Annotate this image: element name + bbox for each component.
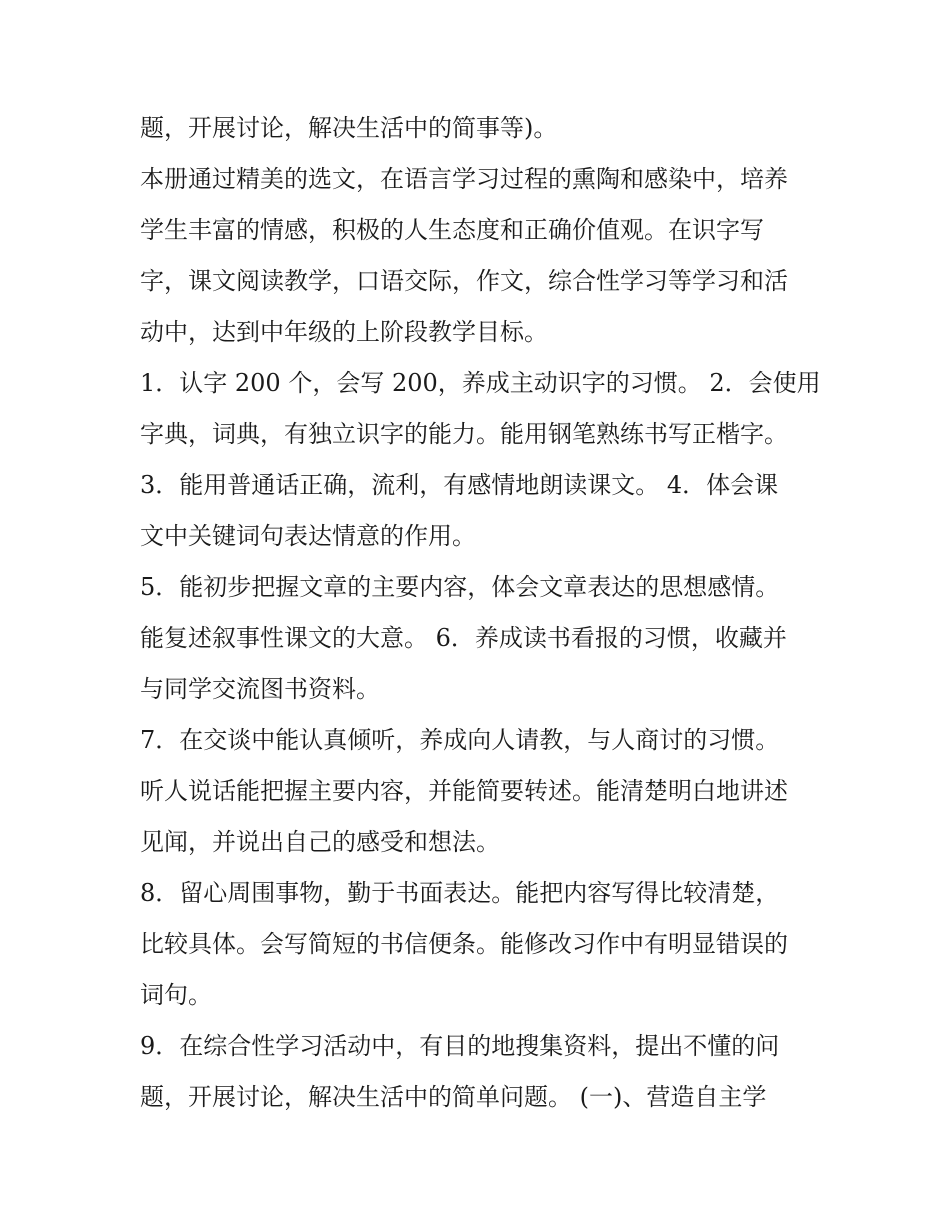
- text-line: 本册通过精美的选文，在语言学习过程的熏陶和感染中，培养: [140, 165, 788, 193]
- text-line: 动中，达到中年级的上阶段教学目标。: [140, 318, 548, 346]
- text-line: 学生丰富的情感，积极的人生态度和正确价值观。在识字写: [140, 216, 764, 244]
- text-line: 比较具体。会写简短的书信便条。能修改习作中有明显错误的: [140, 930, 788, 958]
- text-line: 5．能初步把握文章的主要内容，体会文章表达的思想感情。: [140, 573, 780, 601]
- text-line: 词句。: [140, 981, 212, 1009]
- text-line: 字，课文阅读教学，口语交际，作文，综合性学习等学习和活: [140, 267, 788, 295]
- text-line: 能复述叙事性课文的大意。 6．养成读书看报的习惯，收藏并: [140, 624, 787, 652]
- text-line: 文中关键词句表达情意的作用。: [140, 522, 476, 550]
- text-line: 1．认字 200 个，会写 200，养成主动识字的习惯。 2．会使用: [140, 369, 821, 397]
- text-line: 字典，词典，有独立识字的能力。能用钢笔熟练书写正楷字。: [140, 420, 788, 448]
- text-line: 题，开展讨论，解决生活中的简事等)。: [140, 114, 558, 142]
- text-line: 听人说话能把握主要内容，并能简要转述。能清楚明白地讲述: [140, 777, 788, 805]
- text-line: 9．在综合性学习活动中，有目的地搜集资料，提出不懂的问: [140, 1032, 780, 1060]
- text-line: 与同学交流图书资料。: [140, 675, 380, 703]
- text-line: 8．留心周围事物，勤于书面表达。能把内容写得比较清楚，: [140, 879, 780, 907]
- text-line: 见闻，并说出自己的感受和想法。: [140, 828, 500, 856]
- text-line: 题，开展讨论，解决生活中的简单问题。 (一)、营造自主学: [140, 1083, 767, 1111]
- text-line: 7．在交谈中能认真倾听，养成向人请教，与人商讨的习惯。: [140, 726, 780, 754]
- text-line: 3．能用普通话正确，流利，有感情地朗读课文。 4．体会课: [140, 471, 779, 499]
